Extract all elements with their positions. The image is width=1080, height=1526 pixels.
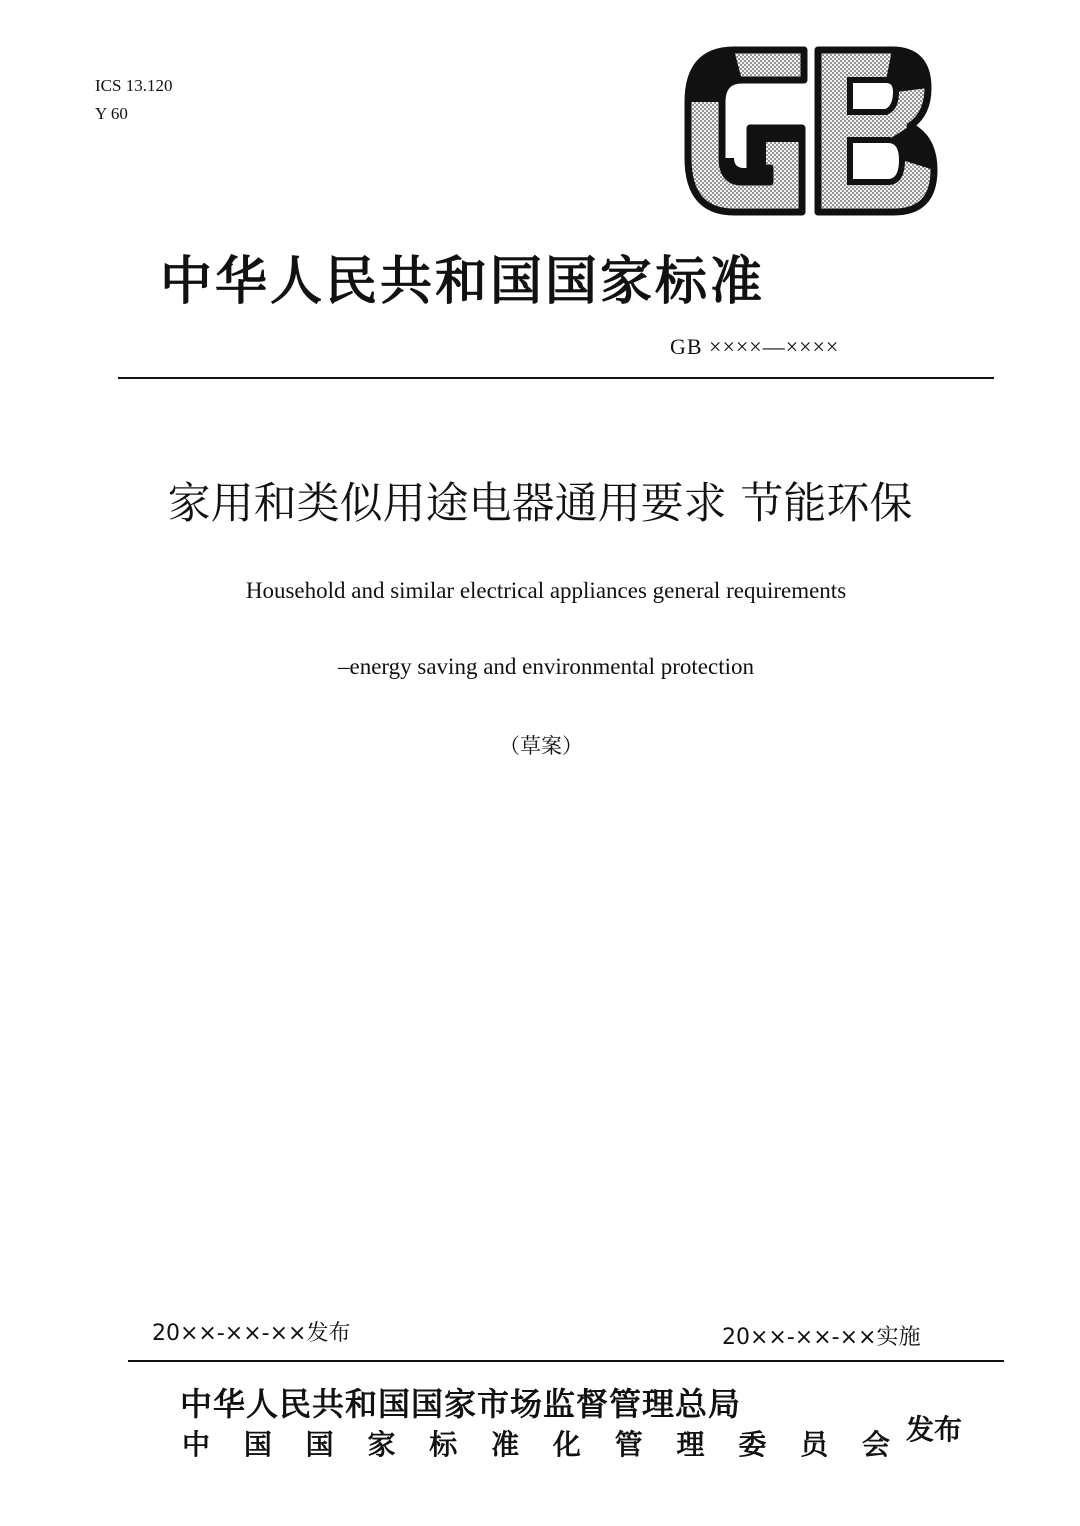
draft-status: （草案） — [499, 734, 583, 758]
issued-by-label: 发布 — [906, 1413, 963, 1446]
issuer-char: 家 — [367, 1428, 396, 1461]
issuer-char: 员 — [800, 1428, 829, 1461]
standard-name: 中华人民共和国国家标准 — [160, 252, 766, 312]
title-chinese: 家用和类似用途电器通用要求 节能环保 — [167, 479, 913, 529]
issuer-char: 中 — [182, 1428, 211, 1461]
implementation-date: 20××-××-××实施 — [722, 1325, 921, 1350]
ics-code: ICS 13.120 — [95, 76, 173, 95]
standard-number: GB ××××—×××× — [670, 334, 840, 359]
title-english-line1: Household and similar electrical appliances general requirements — [245, 578, 847, 603]
issuer-char: 国 — [243, 1428, 272, 1461]
issuer-standardization-committee — [182, 1426, 890, 1464]
issuer-char: 会 — [861, 1428, 890, 1461]
issuer-char: 管 — [614, 1428, 643, 1461]
issuer-char: 化 — [552, 1428, 581, 1461]
gb-logo-icon — [682, 42, 942, 218]
issuer-market-regulation: 中华人民共和国国家市场监督管理总局 — [180, 1385, 742, 1423]
issuer-char: 标 — [429, 1428, 458, 1461]
ics-block — [95, 72, 172, 128]
issuer-char: 理 — [676, 1428, 705, 1461]
issuer-char: 国 — [305, 1428, 334, 1461]
issuer-char: 准 — [491, 1428, 520, 1461]
title-english-line2: –energy saving and environmental protection — [337, 654, 754, 679]
top-divider — [118, 377, 994, 379]
category-code: Y 60 — [95, 104, 128, 123]
issue-date: 20××-××-××发布 — [152, 1321, 351, 1346]
bottom-divider — [128, 1360, 1004, 1362]
issuer-char: 委 — [738, 1428, 767, 1461]
